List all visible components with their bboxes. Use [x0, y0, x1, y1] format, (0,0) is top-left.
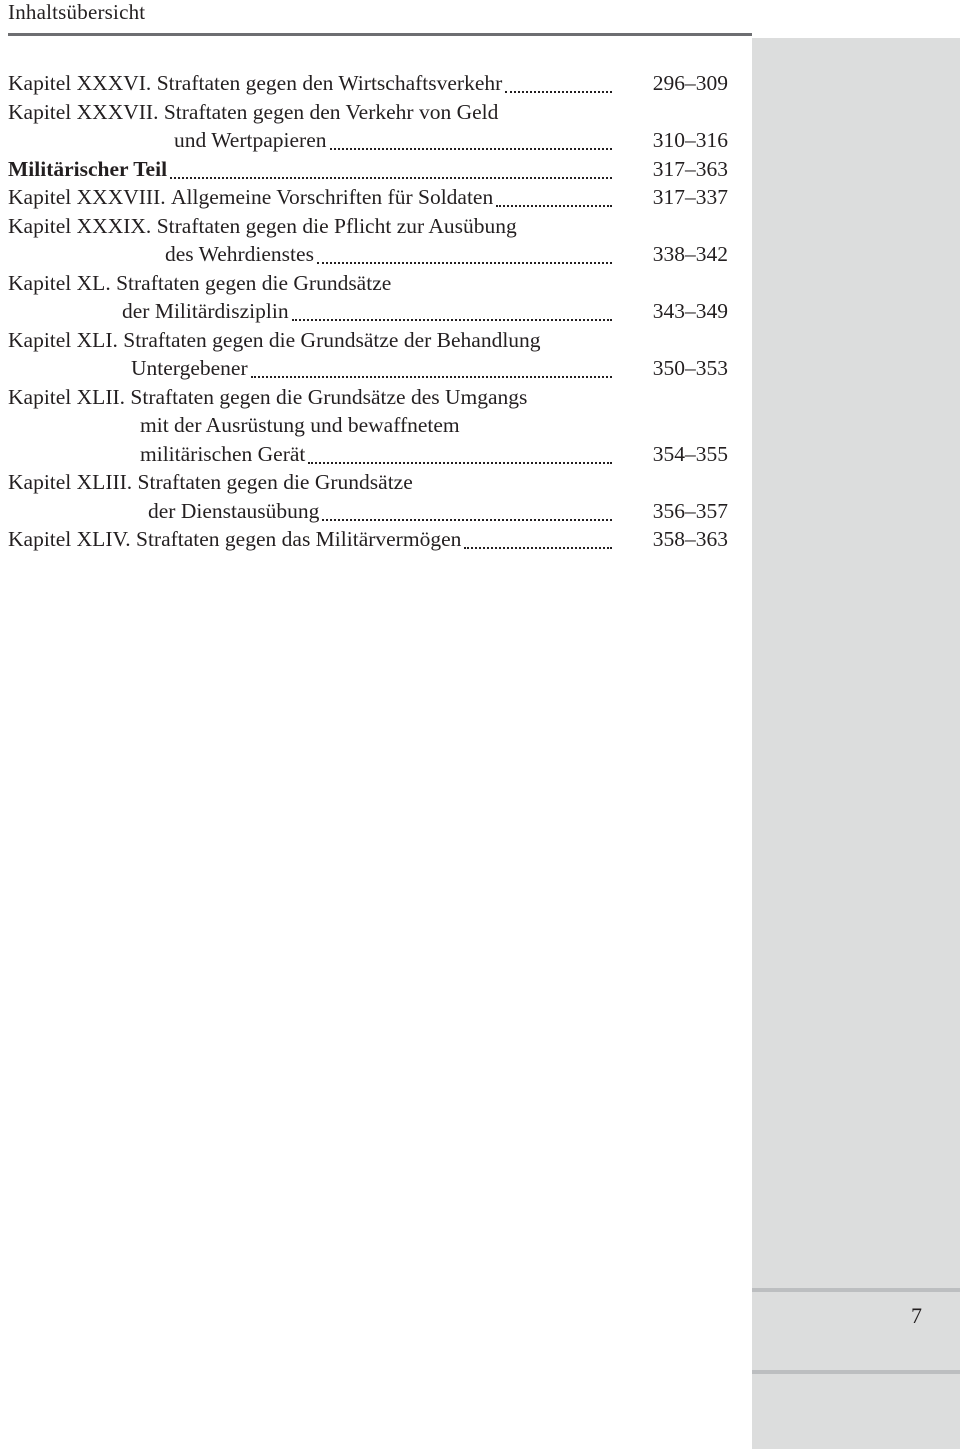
entry-pages: 317–337 — [652, 185, 728, 209]
entry-pages: 354–355 — [652, 441, 728, 466]
entry-pages: 338–342 — [652, 242, 728, 266]
section-title: Militärischer Teil — [8, 156, 168, 181]
dot-leader — [322, 511, 612, 523]
entry-title: Straftaten gegen die Grundsätze — [116, 270, 392, 295]
toc-section-entry — [8, 155, 728, 184]
dot-leader — [292, 311, 612, 323]
entry-kapitel: Kapitel XLI. — [8, 327, 118, 352]
toc-entry — [8, 269, 728, 326]
entry-pages: 317–363 — [652, 156, 728, 181]
toc-entry — [8, 468, 728, 525]
dot-leader — [317, 254, 612, 266]
table-of-contents — [8, 69, 728, 554]
dot-leader — [308, 454, 612, 466]
entry-pages: 350–353 — [652, 356, 728, 380]
entry-title: Straftaten gegen die Grundsätze — [137, 470, 413, 494]
entry-pages: 343–349 — [652, 299, 728, 323]
entry-title: Straftaten gegen die Grundsätze der Behandlung — [123, 327, 541, 352]
toc-entry — [8, 326, 728, 383]
entry-title-continued: und Wertpapieren — [174, 128, 327, 152]
toc-entry — [8, 183, 728, 212]
entry-kapitel: Kapitel XL. — [8, 270, 111, 295]
entry-title: Straftaten gegen den Verkehr von Geld — [163, 99, 499, 124]
side-margin-bar — [752, 38, 960, 1449]
toc-entry — [8, 98, 728, 155]
toc-entry — [8, 383, 728, 469]
entry-kapitel: Kapitel XXXVIII. — [8, 185, 166, 209]
entry-pages: 296–309 — [652, 71, 728, 95]
entry-title: Straftaten gegen die Grundsätze des Umgangs — [130, 384, 528, 409]
entry-kapitel: Kapitel XLII. — [8, 384, 126, 409]
entry-title-continued: der Dienstausübung — [148, 498, 320, 523]
dot-leader — [496, 197, 612, 209]
entry-pages: 356–357 — [652, 498, 728, 523]
page-number: 7 — [911, 1303, 922, 1328]
entry-kapitel: Kapitel XLIII. — [8, 470, 133, 494]
dot-leader — [170, 169, 612, 181]
dot-leader — [330, 140, 613, 152]
entry-kapitel: Kapitel XXXVII. — [8, 99, 159, 124]
header-rule — [8, 33, 752, 36]
dot-leader — [464, 539, 612, 551]
entry-pages: 358–363 — [652, 527, 728, 551]
entry-title: Allgemeine Vorschriften für Soldaten — [171, 185, 494, 209]
entry-kapitel: Kapitel XLIV. — [8, 527, 131, 551]
entry-title: Straftaten gegen den Wirtschaftsverkehr — [156, 71, 503, 95]
page-number-rule-bottom — [752, 1370, 960, 1374]
dot-leader — [505, 83, 612, 95]
entry-kapitel: Kapitel XXXIX. — [8, 213, 152, 238]
entry-title-continued: Untergebener — [131, 356, 248, 380]
entry-title-continued: der Militärdisziplin — [122, 299, 289, 323]
page-number-rule-top — [752, 1288, 960, 1292]
entry-kapitel: Kapitel XXXVI. — [8, 71, 152, 95]
entry-title-continued: des Wehrdienstes — [165, 242, 314, 266]
dot-leader — [251, 368, 612, 380]
entry-title: Straftaten gegen das Militärvermögen — [135, 527, 462, 551]
entry-title: Straftaten gegen die Pflicht zur Ausübung — [156, 213, 517, 238]
toc-entry — [8, 212, 728, 269]
toc-entry — [8, 525, 728, 554]
entry-pages: 310–316 — [652, 128, 728, 152]
entry-title-continued: militärischen Gerät — [140, 441, 306, 466]
entry-title-continued: mit der Ausrüstung und bewaffnetem — [140, 413, 460, 437]
running-head: Inhaltsübersicht — [8, 0, 146, 24]
toc-entry — [8, 69, 728, 98]
